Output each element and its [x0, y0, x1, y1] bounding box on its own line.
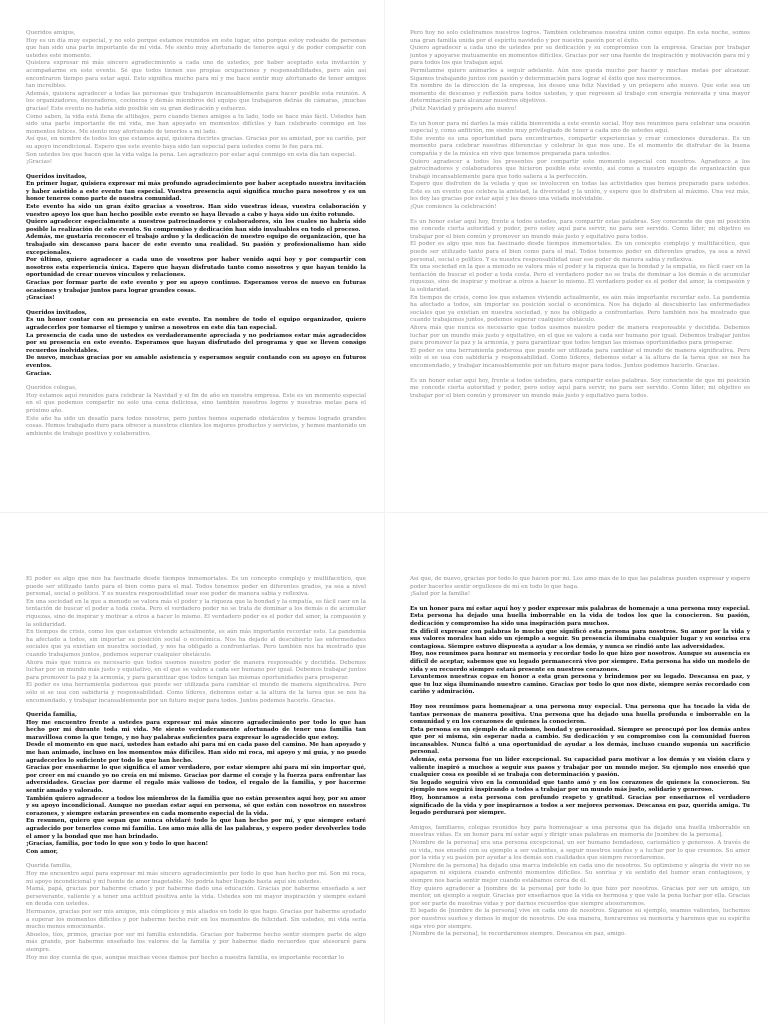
text-block [410, 378, 750, 401]
paragraph: Pero hoy no solo celebramos nuestros logros. También celebramos nuestra unión como equipo. En esta noche, somos una gran familia unida por el espíritu navideño y por nuestra pasión por el éxito. [410, 30, 750, 44]
paragraph: Querida familia, [26, 712, 77, 719]
paragraph: En tiempos de crisis, como los que estamos viviendo actualmente, es aún más importante recordar esto. La pandemia ha afectado a todos, sin importar su posición social o económica. Nos ha dejado al descubierto las enfermedades sociales que ya existían en nuestra sociedad, y nos ha obligado a confrontarlas. Pero también nos ha mostrado que cuando trabajamos juntos, podemos superar cualquier obstáculo. [26, 629, 366, 658]
paragraph: Gracias. [26, 370, 52, 377]
paragraph: ¡Salud por la familia! [410, 591, 471, 598]
paragraph: Hoy me encuentro frente a ustedes para expresar mi más sincero agradecimiento por todo lo que han hecho por mí durante toda mi vida. Me siento verdaderamente afortunado de tener una familia tan maravillosa como la que tengo, y no hay palabras suficientes para expresar lo agradecido que estoy. [26, 719, 366, 741]
paragraph: Abuelos, tíos, primos, gracias por ser mi familia extendida. Gracias por haberme hecho sentir siempre parte de algo más grande, por haberme enseñado los valores de la familia y por haberme dado recuerdos que atesoraré para siempre. [26, 931, 366, 953]
paragraph: Hoy me doy cuenta de que, aunque muchas veces damos por hecho a nuestra familia, es importante recordar lo [26, 954, 345, 961]
paragraph: Este evento ha sido un gran éxito gracias a vosotros. Han sido vuestras ideas, vuestra colaboración y vuestro apoyo los que han hecho posible este evento se haya llevado a cabo y haya sido un éxito rotundo. [26, 204, 366, 218]
text-block [410, 30, 750, 114]
paragraph: Quisiera expresar mi más sincero agradecimiento a cada uno de ustedes, por haber aceptado esta invitación y acompañarme en este evento. Sé que todos tienen sus propias ocupaciones y responsabilidades, pero aún así encontraron tiempo para estar aquí. Esto significa mucho para mí y me hace sentir muy afortunado de tener amigos tan increíbles. [26, 60, 366, 90]
document-page-4 [394, 518, 760, 1016]
paragraph: Quiero agradecer especialmente a nuestros patrocinadores y colaboradores, sin los cuales no habría sido posible la realización de este evento. Su compromiso y dedicación han sido invaluables en todo el proceso. [26, 219, 366, 233]
text-block [26, 712, 366, 856]
text-block [410, 121, 750, 212]
text-block [26, 310, 366, 378]
paragraph: Es un honor contar con su presencia en este evento. En nombre de todo el equipo organizador, quiero agradecerles por tomarse el tiempo y unirse a nosotros en este día tan especial. [26, 317, 366, 331]
paragraph: Así que, en nombre de todos los que estamos aquí, quisiera decirles gracias. Gracias por su amistad, por su cariño, por su apoyo incondicional. Espero que este evento haya sido tan especial para ustedes como lo fue para mí. [26, 136, 366, 150]
paragraph: Así que, de nuevo, gracias por todo lo que hacen por mí. Los amo más de lo que las palabras pueden expresar y espero poder hacerles sentir orgullosos de mí en todo lo que haga. [410, 576, 750, 590]
paragraph: En nombre de la dirección de la empresa, les deseo una feliz Navidad y un próspero año nuevo. Que este sea un momento de descanso y reflexión para todos ustedes, y que regresen al trabajo con energía renovada y una mayor determinación para alcanzar nuestros objetivos. [410, 83, 750, 105]
text-block [26, 576, 366, 705]
paragraph: [Nombre de la persona] era una persona excepcional, un ser humano bondadoso, carismático y generoso. A través de su vida, nos enseñó con su ejemplo a ser valientes, a seguir nuestros sueños y a luchar por lo que creemos. Su amor por la vida y su pasión por ayudar a los demás son cualidades que siempre recordaremos. [410, 840, 750, 862]
document-page-3 [10, 518, 376, 1016]
paragraph: Quiero agradecer a cada uno de ustedes por su dedicación y su compromiso con la empresa. Gracias por trabajar juntos y apoyarse mutuamente en momentos difíciles. Gracias por ser una fuente de inspiración y motivación para mí y para todos los que trabajan aquí. [410, 45, 750, 67]
paragraph: [Nombre de la persona] ha dejado una marca indeleble en cada uno de nosotros. Su optimismo y alegría de vivir no se apagaron ni siquiera cuando enfrentó momentos difíciles. Su sonrisa y su sentido del humor eran contagiosos, y siempre nos hacía sentir mejor cuando estábamos cerca de él. [410, 862, 750, 884]
paragraph: Espero que disfruten de la velada y que se involucren en todas las actividades que hemos preparado para ustedes. Este es un evento que celebra la amistad, la diversidad y la unión, y espero que lo disfruten al máximo. Una vez más, les doy las gracias por estar aquí y les deseo una velada inolvidable. [410, 181, 750, 203]
paragraph: También quiero agradecer a todos los miembros de la familia que no están presentes aquí hoy, por su amor y su apoyo incondicional. Aunque no puedan estar aquí en persona, sé que están con nosotros en nuestros corazones, y siempre estarán presentes en cada momento especial de la vida. [26, 795, 366, 817]
paragraph: Hoy es un día muy especial, y no solo porque estamos reunidos en este lugar, sino porque estoy rodeado de personas que han sido una parte importante de mi vida. Me siento muy afortunado de teneros aquí y de poder compartir con ustedes este momento. [26, 37, 366, 59]
paragraph: ¡Gracias, familia, por todo lo que son y todo lo que hacen! [26, 841, 209, 848]
text-block [26, 863, 366, 962]
paragraph: La presencia de cada uno de ustedes es verdaderamente apreciada y no podríamos estar más agradecidos por su presencia en este evento. Esperamos que hayan disfrutado del programa y que se lleven consigo recuerdos inolvidables. [26, 332, 366, 354]
text-block [410, 576, 750, 599]
paragraph: Gracias por formar parte de este evento y por su apoyo continuo. Esperamos veros de nuevo en futuras ocasiones y trabajar juntos para lograr grandes cosas. [26, 280, 366, 294]
paragraph: Queridos invitados, [26, 173, 87, 180]
text-block [26, 385, 366, 438]
paragraph: Por último, quiero agradecer a cada uno de vosotros por haber venido aquí hoy y por compartir con nosotros esta experiencia única. Espero que hayan disfrutado tanto como nosotros y que hayan tenido la oportunidad de crear nuevos vínculos y relaciones. [26, 257, 366, 279]
paragraph: Además, esta persona fue un líder excepcional. Su capacidad para motivar a los demás y su visión clara y valiente inspiró a muchos a seguir sus pasos y trabajar por un mundo mejor. Su ejemplo nos enseñó que cualquier cosa es posible si se trabaja con determinación y pasión. [410, 757, 750, 779]
paragraph: Permítanme quiero animarles a seguir adelante. Aún nos queda mucho por hacer y muchas metas por alcanzar. Sigamos trabajando juntos con pasión y determinación para lograr el éxito que nos merecemos. [410, 67, 750, 82]
page-gutter-horizontal [0, 512, 768, 513]
paragraph: Son ustedes los que hacen que la vida valga la pena. Les agradezco por estar aquí conmigo en esta día tan especial. [26, 151, 356, 158]
paragraph: El poder es una herramienta poderosa que puede ser utilizada para cambiar el mundo de manera significativa. Pero sólo si se usa con sabiduría y responsabilidad. Como líderes, debemos estar a la altura de la tarea que se nos ha encomendado, y trabajar incansablemente por un futuro mejor para todos. Juntos podemos hacerlo. Gracias. [410, 347, 750, 369]
paragraph: El poder es algo que nos ha fascinado desde tiempos inmemoriales. Es un concepto complejo y multifacético, que puede ser utilizado tanto para el bien como para el mal. Todos tenemos poder en diferentes grados, ya sea a nivel personal, social o político. Y es nuestra responsabilidad usar ese poder de manera sabia y reflexiva. [410, 241, 750, 263]
paragraph: Hoy quiero agradecer a [nombre de la persona] por todo lo que hizo por nosotros. Gracias por ser un amigo, un mentor, un ejemplo a seguir. Gracias por enseñarnos que la vida es hermosa y que vale la pena luchar por ella. Gracias por ser parte de nuestras vidas y por darnos recuerdos que siempre atesoraremos. [410, 885, 750, 907]
paragraph: Hermanos, gracias por ser mis amigos, mis cómplices y mis aliados en todo lo que hago. Gracias por haberme ayudado a superar los momentos difíciles y por haberme hecho reír en los momentos de felicidad. Sin ustedes, mi vida sería mucho menos emocionante. [26, 908, 366, 931]
paragraph: Es un honor para mí estar aquí hoy y poder expresar mis palabras de homenaje a una persona muy especial. Esta persona ha dejado una huella imborrable en la vida de todos los que la conocieron. Su pasión, dedicación y compromiso ha sido una inspiración para muchos. [410, 605, 750, 627]
paragraph: Además, quisiera agradecer a todas las personas que trabajaron incansablemente para hacer posible esta reunión. A los organizadores, decoradores, cocineros y demás miembros del equipo que trabajaron detrás de cámaras, ¡muchas gracias! Este evento no habría sido posible sin su gran dedicación y esfuerzo. [26, 90, 366, 112]
paragraph: ¡Gracias! [26, 295, 55, 302]
paragraph: Desde el momento en que nací, ustedes han estado ahí para mí en cada paso del camino. Me han apoyado y me han animado, incluso en los momentos más difíciles. Han sido mi roca, mi apoyo y mi guía, y no puedo agradecerles lo suficiente por todo lo que han hecho. [26, 742, 366, 764]
paragraph: El poder es una herramienta poderosa que puede ser utilizada para cambiar el mundo de manera significativa. Pero sólo si se usa con sabiduría y responsabilidad. Como líderes, debemos estar a la altura de la tarea que se nos ha encomendado, y trabajar incansablemente por un futuro mejor para todos. Juntos podemos hacerlo. Gracias. [26, 682, 366, 704]
paragraph: ¡Que comience la celebración! [410, 204, 497, 211]
paragraph: Gracias por enseñarme lo que significa el amor verdadero, por estar siempre ahí para mí sin importar qué, por creer en mí cuando yo no creía en mí mismo. Gracias por darme el coraje y la fuerza para enfrentar las adversidades. Gracias por darme el regalo más valioso de todos, el regalo de la familia, y por hacerme sentir amado y valorado. [26, 765, 366, 795]
paragraph: Amigos, familiares, colegas reunidos hoy para homenajear a una persona que ha dejado una huella imborrable en nuestras vidas. Es un honor para mí estar aquí y dirigir unas palabras en memoria de [nombre de la persona]. [410, 824, 750, 839]
paragraph: Mamá, papá, gracias por haberme criado y por haberme dado una educación. Gracias por haberme enseñado a ser perseverante, valiente y a tener una actitud positiva ante la vida. Ustedes son mi mayor inspiración y siempre estaré en deuda con ustedes. [26, 886, 366, 908]
paragraph: ¡Feliz Navidad y próspero año nuevo! [410, 105, 517, 112]
paragraph: Quiero agradecer a todos los presentes por compartir este momento especial con nosotros. Agradezco a los patrocinadores y colaboradores que hicieron posible este evento, así como a nuestro equipo de organización que trabajó incansablemente para que todo saliera a la perfección. [410, 158, 750, 180]
paragraph: Es un honor para mí darles la más cálida bienvenida a este evento social. Hoy nos reunimos para celebrar una ocasión especial y, como anfitrión, me siento muy privilegiado de tener a cada uno de ustedes aquí. [410, 120, 750, 135]
page-text-column [26, 576, 366, 1016]
paragraph: Esta persona es un ejemplo de altruismo, bondad y generosidad. Siempre se preocupó por los demás antes que por sí misma, sin esperar nada a cambio. Su dedicación y su compromiso con la comunidad fueron incansables. Nunca faltó a una oportunidad de ayudar a los demás, incluso cuando suponía un sacrificio personal. [410, 726, 750, 756]
page-text-column [26, 30, 366, 502]
paragraph: Queridos amigos, [26, 30, 76, 36]
paragraph: En una sociedad en la que a menudo se valora más el poder y la riqueza que la bondad y la empatía, es fácil caer en la tentación de buscar el poder a toda costa. Pero el verdadero poder no se trata de dominar a los demás o de acumular riquezas, sino de inspirar y motivar a otros a hacer lo mismo. El verdadero poder es el poder del amor, la compasión y la solidaridad. [26, 598, 366, 628]
paragraph: Este evento es una oportunidad para encontrarnos, compartir experiencias y crear conexiones duraderas. Es un momento para celebrar nuestras diferencias y celebrar lo que nos une. Es el momento de disfrutar de la buena compañía y de la música en vivo que tenemos preparada para ustedes. [410, 135, 750, 157]
paragraph: Levantemos nuestras copas en honor a esta gran persona y brindemos por su legado. Descansa en paz, y que tu luz siga iluminando nuestro camino. Gracias por todo lo que nos diste, siempre serás recordado con cariño y admiración. [410, 674, 750, 696]
paragraph: El legado de [nombre de la persona] vive en cada uno de nosotros. Sigamos su ejemplo, seamos valientes, luchemos por nuestros sueños y demos lo mejor de nosotros. De esa manera, honraremos su memoria y haremos que su espíritu siga vivo por siempre. [410, 908, 750, 930]
paragraph: Con amor, [26, 848, 58, 855]
paragraph: Ahora más que nunca es necesario que todos usemos nuestro poder de manera responsable y decidida. Debemos luchar por un mundo más justo y equitativo, en el que se valore a cada ser humano por igual. Debemos trabajar juntos para promover la paz y la armonía, y para garantizar que todos tengan las mismas oportunidades para prosperar. [26, 659, 366, 681]
paragraph: Hoy estamos aquí reunidos para celebrar la Navidad y el fin de año en nuestra empresa. Este es un momento especial en el que podemos compartir no solo una cena deliciosa, sino también nuestros logros y nuestras metas para el próximo año. [26, 392, 366, 414]
paragraph: Querida familia, [26, 863, 72, 870]
paragraph: Es difícil expresar con palabras lo mucho que significó esta persona para nosotros. Su amor por la vida y sus valores morales han sido un ejemplo a seguir. Su presencia iluminaba cualquier lugar y su sonrisa era contagiosa. Siempre estuvo dispuesta a ayudar a los demás, y nunca se rindió ante las adversidades. [410, 628, 750, 650]
paragraph: Hoy, nos reunimos para honrar su memoria y recordar todo lo que hizo por nosotros. Aunque su ausencia es difícil de aceptar, sabemos que su legado permanecerá vivo por siempre. Esta persona ha sido un modelo de vida y su recuerdo siempre estará presente en nuestros corazones. [410, 651, 750, 673]
paragraph: [Nombre de la persona], te recordaremos siempre. Descansa en paz, amigo. [410, 931, 627, 938]
document-page-2 [394, 4, 760, 502]
text-block [410, 704, 750, 818]
paragraph: En primer lugar, quisiera expresar mi más profundo agradecimiento por haber aceptado nuestra invitación y haber asistido a este evento tan especial. Vuestra presencia aquí significa mucho para nosotros y es un honor teneros como parte de nuestra comunidad. [26, 181, 366, 203]
text-block [410, 219, 750, 371]
paragraph: Además, me gustaría reconocer el trabajo arduo y la dedicación de nuestro equipo de organización, que ha trabajado sin descanso para hacer de este evento una realidad. Su pasión y profesionalismo han sido excepcionales. [26, 234, 366, 256]
paragraph: En una sociedad en la que a menudo se valora más el poder y la riqueza que la bondad y la empatía, es fácil caer en la tentación de buscar el poder a toda costa. Pero el verdadero poder no se trata de dominar a los demás o de acumular riquezas, sino de inspirar y motivar a otros a hacer lo mismo. El verdadero poder es el poder del amor, la compasión y la solidaridad. [410, 264, 750, 293]
text-block [26, 174, 366, 303]
paragraph: Es un honor estar aquí hoy, frente a todos ustedes, para compartir estas palabras. Soy consciente de que mi posición me concede cierta autoridad y poder, pero estoy aquí para servir, no para ser servido. Como líder, mi objetivo es trabajar por el bien común y promover un mundo más justo y equitativo para todos. [410, 218, 750, 240]
text-block [26, 30, 366, 167]
text-block [410, 606, 750, 697]
paragraph: En resumen, quiero que sepan que nunca olvidaré todo lo que han hecho por mí, y que siempre estaré agradecido por tenerlos como mi familia. Los amo más allá de las palabras, y espero poder devolverles todo el amor y la bondad que me han brindado. [26, 818, 366, 840]
paragraph: Queridos invitados, [26, 309, 87, 316]
paragraph: Hoy nos reunimos para homenajear a una persona muy especial. Una persona que ha tocado la vida de tantas personas de manera positiva. Una persona que ha dejado una huella profunda e imborrable en la comunidad y en los corazones de quienes la conocieron. [410, 703, 750, 726]
paragraph: Hoy me encuentro aquí para expresar mi más sincero agradecimiento por todo lo que han hecho por mí. Son mi roca, mi apoyo incondicional y mi fuente de amor inagotable. No podría haber llegado hasta aquí sin ustedes. [26, 870, 366, 885]
paragraph: Ahora más que nunca es necesario que todos usemos nuestro poder de manera responsable y decidida. Debemos luchar por un mundo más justo y equitativo, en el que se valore a cada ser humano por igual. Debemos trabajar juntos para promover la paz y la armonía, y para garantizar que todos tengan las mismas oportunidades para prosperar. [410, 324, 750, 347]
paragraph: Como saben, la vida está llena de altibajos, pero cuando tienes amigos a tu lado, todo se hace más fácil. Ustedes han sido una parte importante de mi vida, me han apoyado en momentos difíciles y han celebrado conmigo en los momentos felices. Me siento muy afortunado de tenerlos a mi lado. [26, 113, 366, 135]
paragraph: Su legado seguirá vivo en la comunidad que tanto amó y en los corazones de quienes la conocieron. Su ejemplo nos seguirá inspirando a todos a trabajar por un mundo más justo, solidario y generoso. [410, 779, 750, 794]
page-text-column [410, 576, 750, 1016]
paragraph: Hoy, honramos a esta persona con profundo respeto y gratitud. Gracias por enseñarnos el verdadero significado de la vida y por inspirarnos a todos a ser mejores personas. Descansa en paz, querida amiga. Tu legado perdurará por siempre. [410, 795, 750, 817]
page-text-column [410, 30, 750, 502]
paragraph: El poder es algo que nos ha fascinado desde tiempos inmemoriales. Es un concepto complejo y multifacético, que puede ser utilizado tanto para el bien como para el mal. Todos tenemos poder en diferentes grados, ya sea a nivel personal, social o político. Y es nuestra responsabilidad usar ese poder de manera sabia y reflexiva. [26, 576, 366, 598]
paragraph: Queridos colegas, [26, 385, 77, 392]
text-block [410, 825, 750, 939]
paragraph: Es un honor estar aquí hoy, frente a todos ustedes, para compartir estas palabras. Soy consciente de que mi posición me concede cierta autoridad y poder, pero estoy aquí para servir, no para ser servido. Como líder, mi objetivo es trabajar por el bien común y promover un mundo más justo y equitativo para todos. [410, 377, 750, 399]
paragraph: ¡Gracias! [26, 159, 53, 166]
paragraph: En tiempos de crisis, como los que estamos viviendo actualmente, es aún más importante recordar esto. La pandemia ha afectado a todos, sin importar su posición social o económica. Nos ha dejado al descubierto las enfermedades sociales que ya existían en nuestra sociedad, y nos ha obligado a confrontarlas. Pero también nos ha mostrado que cuando trabajamos juntos, podemos superar cualquier obstáculo. [410, 294, 750, 324]
paragraph: De nuevo, muchas gracias por su amable asistencia y esperamos seguir contando con su apoyo en futuros eventos. [26, 355, 366, 369]
document-page-1 [10, 4, 376, 502]
paragraph: Este año ha sido un desafío para todos nosotros, pero juntos hemos superado obstáculos y hemos logrado grandes cosas. Hemos trabajado duro para ofrecer a nuestros clientes los mejores productos y servicios, y hemos mantenido un ambiente de trabajo positivo y colaborativo. [26, 415, 366, 437]
